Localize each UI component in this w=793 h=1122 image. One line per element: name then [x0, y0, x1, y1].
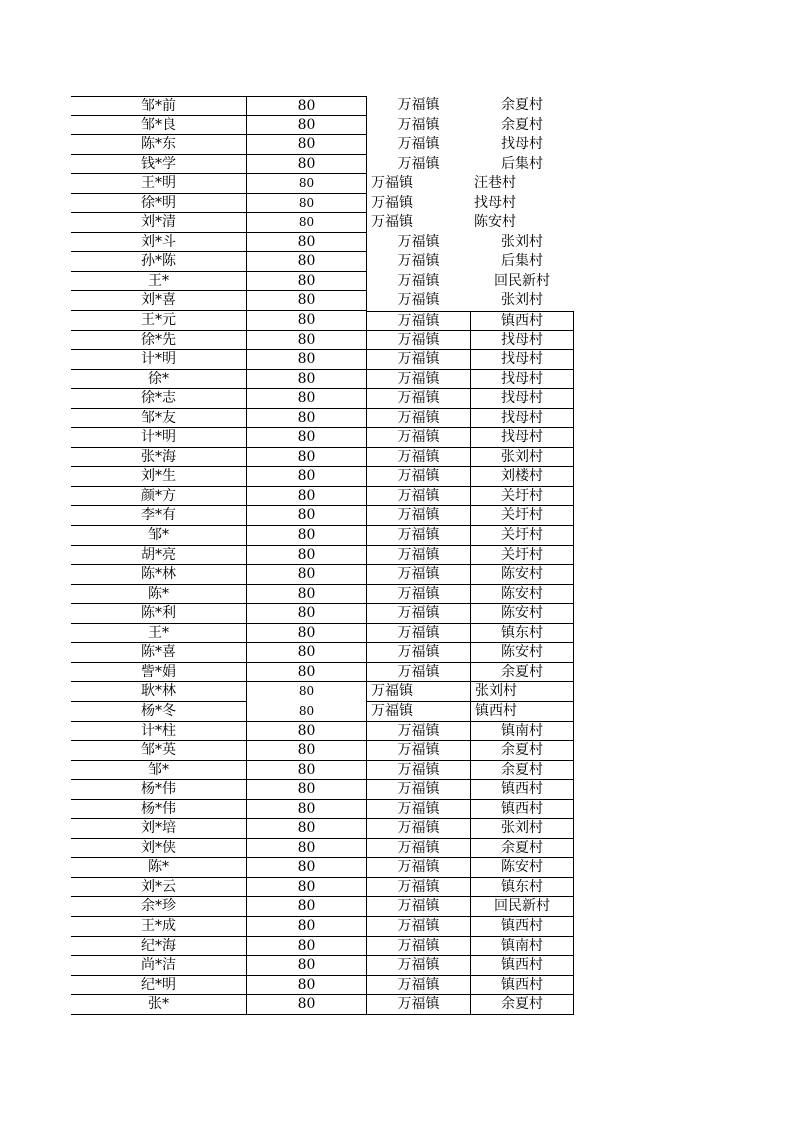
village-cell: 镇东村 — [470, 624, 574, 644]
name-cell: 陈*林 — [71, 565, 246, 585]
town-cell: 万福镇 — [366, 213, 470, 233]
amount-cell: 80 — [246, 604, 366, 624]
town-cell: 万福镇 — [366, 663, 470, 683]
name-cell: 王* — [71, 624, 246, 644]
village-cell: 找母村 — [470, 389, 574, 409]
village-cell: 陈安村 — [474, 214, 516, 231]
amount-cell: 80 — [246, 135, 366, 155]
village-cell: 镇东村 — [470, 878, 574, 898]
village-cell: 余夏村 — [470, 839, 574, 859]
amount-cell: 80 — [246, 409, 366, 429]
town-cell: 万福镇 — [366, 487, 470, 507]
town-cell: 万福镇 — [366, 291, 470, 311]
amount-cell: 80 — [246, 565, 366, 585]
village-cell: 陈安村 — [470, 858, 574, 878]
name-cell: 余*珍 — [71, 897, 246, 917]
amount-cell: 80 — [246, 624, 366, 644]
village-cell: 张刘村 — [470, 682, 574, 702]
town-cell: 万福镇 — [366, 956, 470, 976]
name-cell: 王* — [71, 272, 246, 292]
name-cell: 耿*林 — [71, 682, 246, 702]
town-cell: 万福镇 — [366, 389, 470, 409]
town-cell: 万福镇 — [366, 878, 470, 898]
village-cell: 张刘村 — [501, 233, 543, 250]
village-cell: 镇西村 — [470, 311, 574, 331]
town-cell: 万福镇 — [366, 194, 470, 214]
town-cell: 万福镇 — [366, 702, 470, 722]
amount-cell: 80 — [246, 448, 366, 468]
name-cell: 陈*喜 — [71, 643, 246, 663]
town-cell: 万福镇 — [366, 370, 470, 390]
name-cell: 訾*娟 — [71, 663, 246, 683]
name-cell: 刘*生 — [71, 467, 246, 487]
name-cell: 邹* — [71, 761, 246, 781]
name-cell: 邹*前 — [71, 96, 246, 116]
town-cell: 万福镇 — [366, 350, 470, 370]
village-cell: 陈安村 — [470, 643, 574, 663]
name-cell: 刘*侠 — [71, 839, 246, 859]
name-cell: 计*明 — [71, 350, 246, 370]
name-cell: 计*明 — [71, 428, 246, 448]
town-cell: 万福镇 — [366, 624, 470, 644]
town-cell: 万福镇 — [366, 800, 470, 820]
amount-cell: 80 — [246, 761, 366, 781]
amount-cell: 80 — [246, 839, 366, 859]
town-cell: 万福镇 — [366, 311, 470, 331]
village-cell: 关圩村 — [470, 487, 574, 507]
name-cell: 纪*海 — [71, 937, 246, 957]
name-cell: 王*明 — [71, 174, 246, 194]
village-cell: 陈安村 — [470, 604, 574, 624]
amount-cell: 80 — [246, 995, 366, 1015]
name-cell: 邹* — [71, 526, 246, 546]
name-cell: 刘*培 — [71, 819, 246, 839]
name-cell: 刘*喜 — [71, 291, 246, 311]
town-cell: 万福镇 — [366, 585, 470, 605]
name-cell: 陈* — [71, 585, 246, 605]
town-cell: 万福镇 — [366, 917, 470, 937]
amount-cell: 80 — [246, 487, 366, 507]
town-cell: 万福镇 — [366, 116, 470, 136]
amount-cell: 80 — [246, 272, 366, 292]
town-cell: 万福镇 — [366, 546, 470, 566]
town-cell: 万福镇 — [366, 467, 470, 487]
name-cell: 张*海 — [71, 448, 246, 468]
town-cell: 万福镇 — [366, 448, 470, 468]
village-cell: 镇西村 — [470, 780, 574, 800]
town-cell: 万福镇 — [366, 526, 470, 546]
name-cell: 邹*友 — [71, 409, 246, 429]
name-cell: 杨*伟 — [71, 800, 246, 820]
amount-cell: 80 — [246, 311, 366, 331]
town-cell: 万福镇 — [366, 565, 470, 585]
name-cell: 刘*云 — [71, 878, 246, 898]
village-cell: 关圩村 — [470, 526, 574, 546]
town-cell: 万福镇 — [366, 780, 470, 800]
village-cell: 找母村 — [501, 136, 543, 153]
name-cell: 徐*志 — [71, 389, 246, 409]
village-cell: 后集村 — [501, 253, 543, 270]
amount-cell: 80 — [246, 976, 366, 996]
town-cell: 万福镇 — [366, 682, 470, 702]
name-cell: 颜*方 — [71, 487, 246, 507]
amount-cell: 80 — [246, 937, 366, 957]
name-cell: 徐*先 — [71, 331, 246, 351]
town-cell: 万福镇 — [366, 937, 470, 957]
amount-cell: 80 — [246, 389, 366, 409]
village-cell: 汪巷村 — [474, 175, 516, 192]
amount-cell: 80 — [246, 663, 366, 683]
amount-cell: 80 — [246, 526, 366, 546]
name-cell: 钱*学 — [71, 155, 246, 175]
name-cell: 刘*斗 — [71, 233, 246, 253]
name-cell: 尚*洁 — [71, 956, 246, 976]
name-cell: 陈*东 — [71, 135, 246, 155]
name-cell: 邹*良 — [71, 116, 246, 136]
amount-cell: 80 — [246, 878, 366, 898]
amount-cell: 80 — [246, 897, 366, 917]
amount-cell: 80 — [246, 370, 366, 390]
amount-cell: 80 — [246, 174, 366, 194]
name-cell: 孙*陈 — [71, 252, 246, 272]
village-cell: 余夏村 — [470, 761, 574, 781]
village-cell: 关圩村 — [470, 506, 574, 526]
amount-cell: 80 — [246, 800, 366, 820]
name-cell: 陈* — [71, 858, 246, 878]
village-cell: 张刘村 — [470, 448, 574, 468]
town-cell: 万福镇 — [366, 643, 470, 663]
village-cell: 镇西村 — [470, 702, 574, 722]
village-cell: 余夏村 — [501, 116, 543, 133]
village-cell: 找母村 — [470, 370, 574, 390]
amount-cell: 80 — [246, 331, 366, 351]
town-cell: 万福镇 — [366, 506, 470, 526]
town-cell: 万福镇 — [366, 96, 470, 116]
amount-cell: 80 — [246, 155, 366, 175]
amount-cell: 80 — [246, 350, 366, 370]
name-cell: 徐* — [71, 370, 246, 390]
amount-cell: 80 — [246, 506, 366, 526]
village-cell: 镇西村 — [470, 976, 574, 996]
amount-cell: 80 — [246, 917, 366, 937]
village-cell: 张刘村 — [470, 819, 574, 839]
town-cell: 万福镇 — [366, 428, 470, 448]
village-cell: 余夏村 — [501, 97, 543, 113]
village-cell: 关圩村 — [470, 546, 574, 566]
town-cell: 万福镇 — [366, 174, 470, 194]
town-cell: 万福镇 — [366, 272, 470, 292]
name-cell: 邹*英 — [71, 741, 246, 761]
village-cell: 找母村 — [470, 331, 574, 351]
village-cell: 镇西村 — [470, 800, 574, 820]
village-cell: 张刘村 — [501, 292, 543, 309]
amount-cell: 80 — [246, 956, 366, 976]
amount-cell: 80 — [246, 819, 366, 839]
town-cell: 万福镇 — [366, 858, 470, 878]
amount-cell: 80 — [246, 116, 366, 136]
village-cell: 回民新村 — [470, 897, 574, 917]
name-cell: 刘*清 — [71, 213, 246, 233]
village-cell: 找母村 — [474, 194, 516, 211]
village-cell: 找母村 — [470, 409, 574, 429]
name-cell: 纪*明 — [71, 976, 246, 996]
amount-cell: 80 — [246, 96, 366, 116]
village-cell: 回民新村 — [494, 272, 550, 289]
village-cell: 后集村 — [501, 155, 543, 172]
amount-cell: 80 — [246, 702, 366, 722]
town-cell: 万福镇 — [366, 331, 470, 351]
town-cell: 万福镇 — [366, 819, 470, 839]
village-cell: 镇南村 — [470, 722, 574, 742]
amount-cell: 80 — [246, 546, 366, 566]
village-cell: 找母村 — [470, 428, 574, 448]
town-cell: 万福镇 — [366, 155, 470, 175]
name-cell: 杨*冬 — [71, 702, 246, 722]
name-cell: 徐*明 — [71, 194, 246, 214]
name-cell: 王*元 — [71, 311, 246, 331]
amount-cell: 80 — [246, 858, 366, 878]
amount-cell: 80 — [246, 467, 366, 487]
village-cell: 余夏村 — [470, 663, 574, 683]
village-cell: 余夏村 — [470, 741, 574, 761]
village-cell: 镇西村 — [470, 917, 574, 937]
village-cell: 余夏村 — [470, 995, 574, 1015]
name-cell: 王*成 — [71, 917, 246, 937]
amount-cell: 80 — [246, 741, 366, 761]
amount-cell: 80 — [246, 722, 366, 742]
town-cell: 万福镇 — [366, 761, 470, 781]
name-cell: 杨*伟 — [71, 780, 246, 800]
town-cell: 万福镇 — [366, 741, 470, 761]
amount-cell: 80 — [246, 643, 366, 663]
village-cell: 陈安村 — [470, 565, 574, 585]
town-cell: 万福镇 — [366, 976, 470, 996]
name-cell: 张* — [71, 995, 246, 1015]
village-cell: 陈安村 — [470, 585, 574, 605]
town-cell: 万福镇 — [366, 897, 470, 917]
amount-cell: 80 — [246, 585, 366, 605]
amount-cell: 80 — [246, 213, 366, 233]
town-cell: 万福镇 — [366, 233, 470, 253]
amount-cell: 80 — [246, 291, 366, 311]
name-cell: 李*有 — [71, 506, 246, 526]
town-cell: 万福镇 — [366, 252, 470, 272]
town-cell: 万福镇 — [366, 135, 470, 155]
amount-cell: 80 — [246, 682, 366, 702]
village-cell: 镇西村 — [470, 956, 574, 976]
town-cell: 万福镇 — [366, 604, 470, 624]
village-cell: 镇南村 — [470, 937, 574, 957]
amount-cell: 80 — [246, 428, 366, 448]
village-cell: 找母村 — [470, 350, 574, 370]
name-cell: 陈*利 — [71, 604, 246, 624]
town-cell: 万福镇 — [366, 722, 470, 742]
amount-cell: 80 — [246, 252, 366, 272]
name-cell: 胡*亮 — [71, 546, 246, 566]
town-cell: 万福镇 — [366, 839, 470, 859]
amount-cell: 80 — [246, 780, 366, 800]
village-cell: 刘楼村 — [470, 467, 574, 487]
amount-cell: 80 — [246, 194, 366, 214]
town-cell: 万福镇 — [366, 995, 470, 1015]
town-cell: 万福镇 — [366, 409, 470, 429]
amount-cell: 80 — [246, 233, 366, 253]
name-cell: 计*柱 — [71, 722, 246, 742]
